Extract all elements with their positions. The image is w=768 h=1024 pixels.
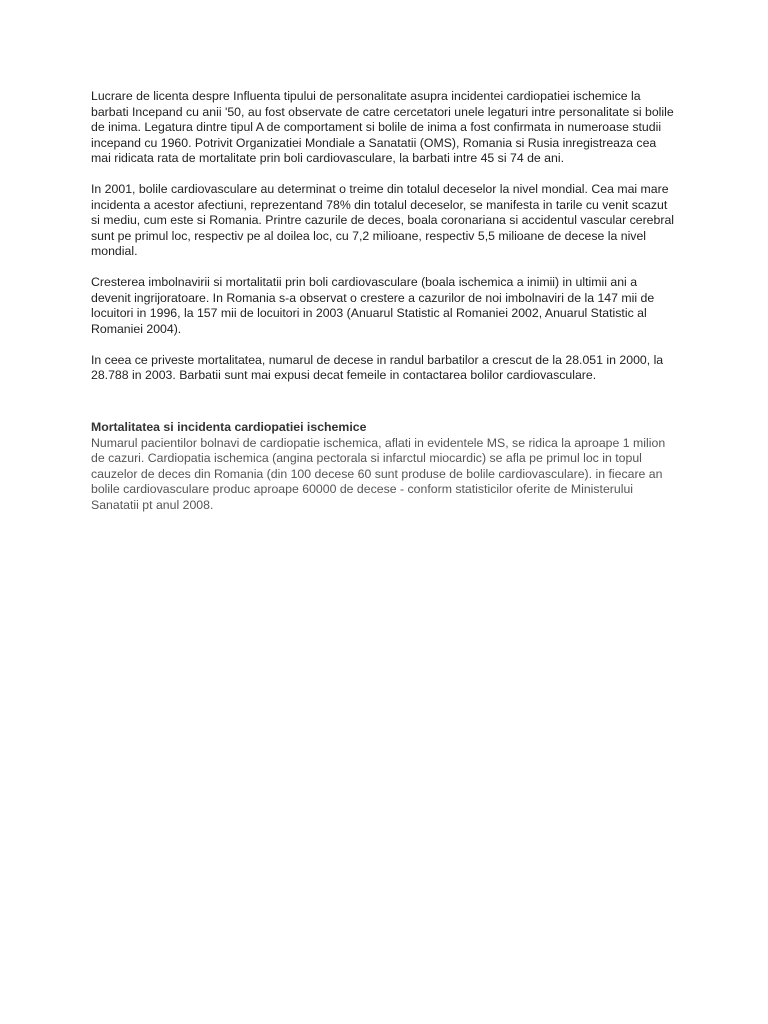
section-heading: Mortalitatea si incidenta cardiopatiei ischemice [91,420,367,434]
paragraph-mortality: In ceea ce priveste mortalitatea, numarul de decese in randul barbatilor a crescut de la 28.051 in 2000, la 28.788 in 2003. Barbatii sunt mai expusi decat femeile in contactarea bolilor cardiovasculare. [91,352,664,382]
paragraph-intro: Lucrare de licenta despre Influenta tipului de personalitate asupra incidentei cardiopatiei ischemice la barbati Incepand cu anii '50, au fost observate de catre cercetatori unele legaturi intre personalitate si bolile de inima. Legatura dintre tipul A de comportament si bolile de inima a fost confirmata in numeroase studii incepand cu 1960. Potrivit Organizatiei Mondiale a Sanatatii (OMS), Romania si Rusia inregistreaza cea mai ridicata rata de mortalitate prin boli cardiovasculare, la barbati intre 45 si 74 de ani. [91,89,674,165]
paragraph-2001-statistics: In 2001, bolile cardiovasculare au determinat o treime din totalul deceselor la nivel mondial. Cea mai mare incidenta a acestor afectiuni, reprezentand 78% din totalul deceselor, se manifesta in tarile cu venit scazut si mediu, cum este si Romania. Printre cazurile de deces, boala coronariana si accidentul vascular cerebral sunt pe primul loc, respectiv pe al doilea loc, cu 7,2 milioane, respectiv 5,5 milioane de decese la nivel mondial. [91,182,675,258]
intro-text-block [91,89,676,399]
mortality-section [91,420,676,513]
paragraph-illness-growth: Cresterea imbolnavirii si mortalitatii prin boli cardiovasculare (boala ischemica a inimii) in ultimii ani a devenit ingrijoratoare. In Romania s-a observat o crestere a cazurilor de noi imbolnaviri de la 147 mii de locuitori in 1996, la 157 mii de locuitori in 2003 (Anuarul Statistic al Romaniei 2002, Anuarul Statistic al Romaniei 2004). [91,275,655,336]
section-body: Numarul pacientilor bolnavi de cardiopatie ischemica, aflati in evidentele MS, se ridica la aproape 1 milion de cazuri. Cardiopatia ischemica (angina pectorala si infarctul miocardic) se afla pe primul loc in topul cauzelor de deces din Romania (din 100 decese 60 sunt produse de bolile cardiovasculare). in fiecare an bolile cardiovasculare produc aproape 60000 de decese - conform statisticilor oferite de Ministerului Sanatatii pt anul 2008. [91,435,666,512]
